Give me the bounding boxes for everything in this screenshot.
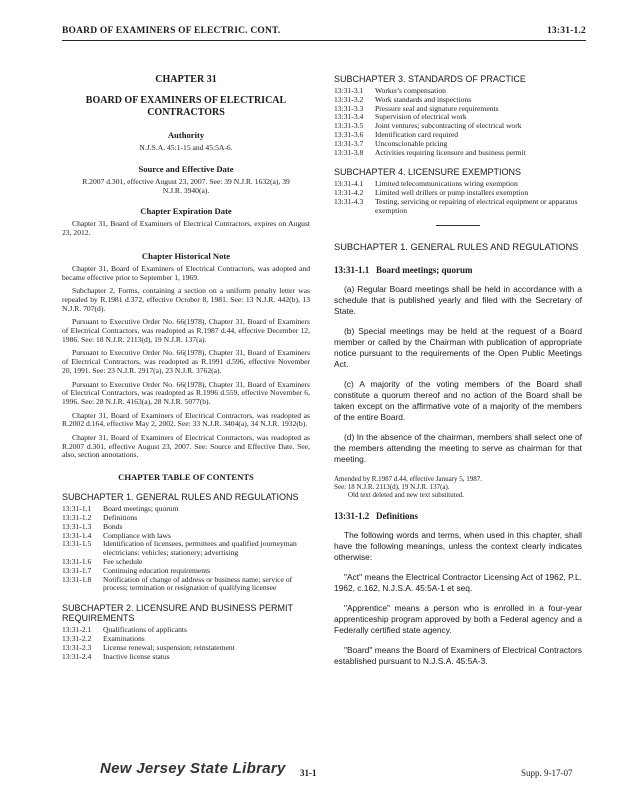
toc-item: 13:31-3.3 Pressure seal and signature requirements <box>334 103 499 113</box>
toc-item: 13:31-1.7 Continuing education requirements <box>62 565 211 575</box>
history-heading: Chapter Historical Note <box>141 250 231 261</box>
authority-heading: Authority <box>167 130 205 140</box>
toc-item: 13:31-1.1 Board meetings; quorum <box>62 504 179 514</box>
section-13-31-1-2-heading <box>334 511 582 521</box>
toc-item: 13:31-4.2 Limited well drillers or pump installers exemption <box>334 188 529 198</box>
history-note: Pursuant to Executive Order No. 66(1978), Chapter 31, Board of Examiners of Electrical Contractors, was readopted as R.1996 d.559, effective November 6, 1996. See: 28 N.J.R. 4163(a), 28 N.J.R. 5077(b). <box>62 379 310 406</box>
toc-item: 13:31-2.4 Inactive license status <box>62 651 170 661</box>
toc-item: 13:31-3.4 Supervision of electrical work <box>334 112 467 122</box>
toc-subchapter-2-title: SUBCHAPTER 2. LICENSURE AND BUSINESS PERMIT REQUIREMENTS <box>62 603 293 624</box>
toc-item: 13:31-1.6 Fee schedule <box>62 556 143 566</box>
body-paragraph: (a) Regular Board meetings shall be held in accordance with a schedule that is published yearly and filed with the Secretary of State. <box>334 283 582 316</box>
body-paragraph: (b) Special meetings may be held at the request of a Board member or called by the Chairman with publication of appropriate notice pursuant to the requirements of the Open Public Meetings Act. <box>334 325 582 369</box>
amendment-line: See: 18 N.J.R. 2113(d), 19 N.J.R. 137(a). <box>334 482 450 491</box>
history-note: Pursuant to Executive Order No. 66(1978), Chapter 31, Board of Examiners of Electrical Contractors, was readopted as R.1991 d.596, effective November 20, 1991. See: 23 N.J.R. 2917(a), 23 N.J.R. 3762(a). <box>62 348 310 375</box>
toc-subchapter-1 <box>62 505 310 593</box>
toc-subchapter-3-title: SUBCHAPTER 3. STANDARDS OF PRACTICE <box>334 74 526 84</box>
toc-item: 13:31-1.3 Bonds <box>62 521 123 531</box>
toc-item: 13:31-2.2 Examinations <box>62 633 145 643</box>
history-note: Chapter 31, Board of Examiners of Electrical Contractors, was readopted as R.2002 d.164, effective May 2, 2002. See: 33 N.J.R. 3404(a), 34 N.J.R. 1932(b). <box>62 410 310 429</box>
toc-item: 13:31-1.4 Compliance with laws <box>62 530 171 540</box>
subchapter-1-heading: SUBCHAPTER 1. GENERAL RULES AND REGULATIONS <box>334 241 579 252</box>
right-column <box>334 58 582 667</box>
page-number: 31-1 <box>300 768 317 778</box>
section-title: Board meetings; quorum <box>376 264 473 275</box>
header-title: BOARD OF EXAMINERS OF ELECTRIC. CONT. <box>62 26 281 36</box>
authority-text: N.J.S.A. 45:1-15 and 45:5A-6. <box>139 143 233 152</box>
body-paragraph: "Board" means the Board of Examiners of Electrical Contractors established pursuant to N.J.S.A. 45:5A-3. <box>334 644 582 666</box>
toc-item: 13:31-3.2 Work standards and inspections <box>334 94 472 104</box>
toc-subchapter-3 <box>334 87 582 157</box>
toc-subchapter-4-title: SUBCHAPTER 4. LICENSURE EXEMPTIONS <box>334 167 522 178</box>
section-number: 13:31-1.2 <box>334 510 370 521</box>
toc-item: 13:31-4.3 Testing, servicing or repairing of electrical equipment or apparatus exemption <box>334 196 578 215</box>
amendment-note <box>334 475 582 499</box>
toc-item: 13:31-1.5 Identification of licensees, permittees and qualified journeyman electricians: vehicles; stationery; advertising <box>62 539 297 558</box>
expiration-text: Chapter 31, Board of Examiners of Electrical Contractors, expires on August 23, 2012. <box>62 219 310 238</box>
body-paragraph: The following words and terms, when used in this chapter, shall have the following meanings, unless the context clearly indicates otherwise: <box>334 529 582 562</box>
body-paragraph: "Act" means the Electrical Contractor Licensing Act of 1962, P.L. 1962, c.162, N.J.S.A. 45:5A-1 et seq. <box>334 571 582 593</box>
toc-item: 13:31-1.8 Notification of change of address or business name; service of process; termination or resignation of qualifying licensee <box>62 574 293 593</box>
source-text: R.2007 d.301, effective August 23, 2007. See: 39 N.J.R. 1632(a), 39 N.J.R. 3940(a). <box>82 176 290 195</box>
toc-item: 13:31-3.8 Activities requiring licensure and business permit <box>334 147 526 157</box>
history-note: Subchapter 2, Forms, containing a section on a uniform penalty letter was repealed by R.1981 d.372, effective October 8, 1981. See: 13 N.J.R. 442(b), 13 N.J.R. 707(d). <box>62 286 310 313</box>
header-rule <box>62 40 586 41</box>
section-number: 13:31-1.1 <box>334 264 370 275</box>
amendment-line: Amended by R.1987 d.44, effective January 5, 1987. <box>334 474 483 483</box>
section-divider <box>436 225 480 226</box>
section-title: Definitions <box>376 510 419 521</box>
toc-item: 13:31-2.1 Qualifications of applicants <box>62 625 187 635</box>
toc-heading: CHAPTER TABLE OF CONTENTS <box>118 472 254 483</box>
toc-item: 13:31-1.2 Definitions <box>62 512 138 522</box>
toc-item: 13:31-3.6 Identification card required <box>334 129 459 139</box>
chapter-title: BOARD OF EXAMINERS OF ELECTRICAL CONTRACTORS <box>85 95 287 118</box>
expiration-heading: Chapter Expiration Date <box>140 206 232 217</box>
body-paragraph: "Apprentice" means a person who is enrolled in a four-year apprenticeship program approved by both a Federal agency and a Federally certified state agency. <box>334 602 582 635</box>
history-note: Chapter 31, Board of Examiners of Electrical Contractors, was adopted and became effective prior to September 1, 1969. <box>62 263 310 282</box>
body-paragraph: (c) A majority of the voting members of the Board shall constitute a quorum thereof and no action of the Board shall be taken except on the affirmative vote of a majority of the members of the entire Board. <box>334 378 582 422</box>
section-13-31-1-1-heading <box>334 265 582 275</box>
body-paragraph: (d) In the absence of the chairman, members shall select one of the members attending the meeting to serve as chairman for that meeting. <box>334 431 582 464</box>
history-note: Chapter 31, Board of Examiners of Electrical Contractors, was readopted as R.2007 d.301, effective August 23, 2007. See: Source and Effective Date. See, also, section annotations. <box>62 433 310 460</box>
supplement-date: Supp. 9-17-07 <box>521 768 573 778</box>
history-notes <box>62 265 310 460</box>
toc-item: 13:31-3.7 Unconscionable pricing <box>334 138 448 148</box>
toc-item: 13:31-3.5 Joint ventures; subcontracting of electrical work <box>334 121 522 131</box>
toc-item: 13:31-4.1 Limited telecommunications wiring exemption <box>334 179 518 189</box>
amendment-line: Old text deleted and new text substituted. <box>348 490 465 499</box>
toc-subchapter-1-title: SUBCHAPTER 1. GENERAL RULES AND REGULATIONS <box>62 492 299 503</box>
source-heading: Source and Effective Date <box>138 163 234 174</box>
history-note: Pursuant to Executive Order No. 66(1978), Chapter 31, Board of Examiners of Electrical Contractors, was readopted as R.1987 d.44, effective December 12, 1986. See: 18 N.J.R. 2113(d), 19 N.J.R. 137(a). <box>62 317 310 344</box>
toc-item: 13:31-3.1 Worker's compensation <box>334 86 446 95</box>
chapter-number: CHAPTER 31 <box>155 74 217 85</box>
toc-subchapter-4 <box>334 180 582 215</box>
library-watermark: New Jersey State Library <box>100 760 286 777</box>
header-section: 13:31-1.2 <box>546 26 586 36</box>
toc-item: 13:31-2.3 License renewal; suspension; reinstatement <box>62 642 235 652</box>
toc-subchapter-2 <box>62 626 310 661</box>
left-column <box>62 62 310 661</box>
